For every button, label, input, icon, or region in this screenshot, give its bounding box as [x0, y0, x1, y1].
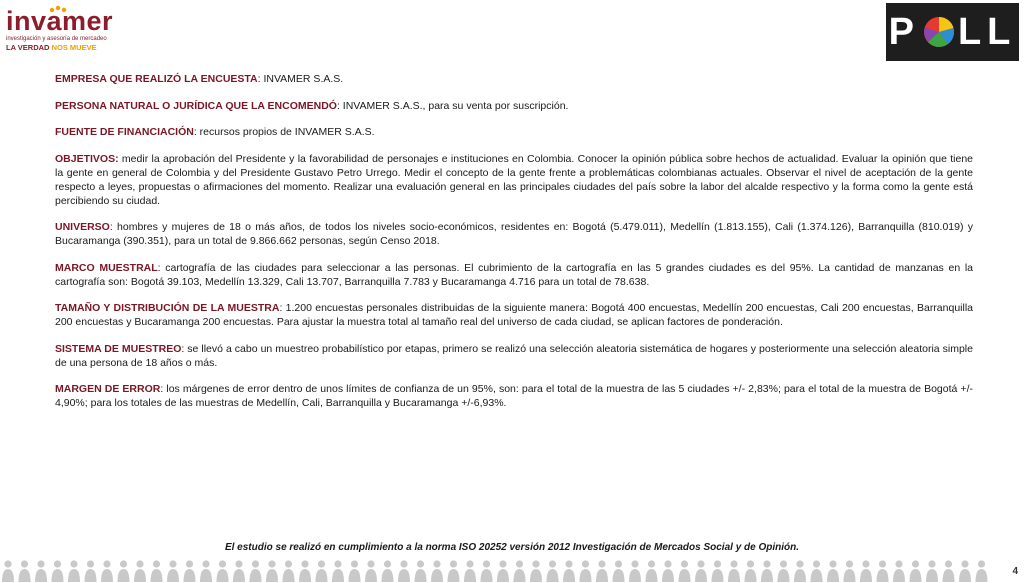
- person-icon: [910, 560, 922, 582]
- section-label: PERSONA NATURAL O JURÍDICA QUE LA ENCOMENDÓ: [55, 99, 337, 112]
- people-strip: [0, 556, 1000, 583]
- person-icon: [563, 560, 575, 582]
- section-text: medir la aprobación del Presidente y la favorabilidad de personajes e instituciones en Colombia. Conocer la opinión pública sobre hechos de actualidad. Evaluar la opinión que tiene la gente en general de Colombia y del Presidente Gustavo Petro Urrego. Medir el concepto de la gente frente a problemáticas colombianas actuales. Observar el nivel de aceptación de la gente respecto a leyes, propuestas o afirmaciones del momento. Realizar una evaluación general en las principales ciudades del país sobre la labor del alcalde respectivo y la forma como la gente está percibiendo su ciudad.: [55, 152, 973, 207]
- person-icon: [662, 560, 674, 582]
- section-objetivos: [55, 152, 973, 208]
- person-icon: [679, 560, 691, 582]
- person-icon: [629, 560, 641, 582]
- person-icon: [2, 560, 14, 582]
- person-icon: [118, 560, 130, 582]
- section-text: : recursos propios de INVAMER S.A.S.: [193, 126, 375, 138]
- person-icon: [101, 560, 113, 582]
- person-icon: [299, 560, 311, 582]
- person-icon: [481, 560, 493, 582]
- section-label: EMPRESA QUE REALIZÓ LA ENCUESTA: [55, 73, 258, 85]
- poll-logo-text-left: P: [888, 10, 920, 53]
- person-icon: [167, 560, 179, 582]
- section-label: MARCO MUESTRAL: [55, 261, 158, 274]
- person-icon: [35, 560, 47, 582]
- person-icon: [250, 560, 262, 582]
- section-label: SISTEMA DE MUESTREO: [55, 342, 182, 355]
- person-icon: [184, 560, 196, 582]
- person-icon: [827, 560, 839, 582]
- person-icon: [613, 560, 625, 582]
- section-margen-error: [55, 382, 973, 410]
- section-text: : INVAMER S.A.S., para su venta por suscripción.: [336, 99, 569, 112]
- person-icon: [415, 560, 427, 582]
- person-icon: [497, 560, 509, 582]
- person-icon: [448, 560, 460, 582]
- page-number: 4: [1012, 566, 1018, 577]
- person-icon: [514, 560, 526, 582]
- person-icon: [893, 560, 905, 582]
- person-icon: [976, 560, 988, 582]
- person-icon: [860, 560, 872, 582]
- section-text: : INVAMER S.A.S.: [257, 73, 344, 85]
- person-icon: [332, 560, 344, 582]
- footer-note: El estudio se realizó en cumplimiento a la norma ISO 20252 versión 2012 Investigación de Mercados Social y de Opinión.: [224, 542, 800, 553]
- person-icon: [233, 560, 245, 582]
- person-icon: [283, 560, 295, 582]
- person-icon: [580, 560, 592, 582]
- section-sistema-muestreo: [55, 342, 973, 370]
- section-text: : hombres y mujeres de 18 o más años, de todos los niveles socio-económicos, residentes en: Bogotá (5.479.011), Medellín (1.813.155), Cali (1.374.126), Barranquilla (810.019) y Bucaramanga (390.351), para un total de 9.866.662 personas, según Censo 2018.: [55, 221, 973, 247]
- person-icon: [52, 560, 64, 582]
- person-icon: [596, 560, 608, 582]
- section-label: TAMAÑO Y DISTRIBUCIÓN DE LA MUESTRA: [55, 302, 280, 314]
- person-icon: [959, 560, 971, 582]
- person-icon: [811, 560, 823, 582]
- section-financiacion: [55, 125, 973, 139]
- person-icon: [844, 560, 856, 582]
- section-empresa: [55, 72, 973, 86]
- person-icon: [19, 560, 31, 582]
- section-universo: [55, 220, 973, 248]
- person-icon: [431, 560, 443, 582]
- person-icon: [365, 560, 377, 582]
- person-icon: [85, 560, 97, 582]
- person-icon: [200, 560, 212, 582]
- content: [55, 72, 973, 423]
- section-label: FUENTE DE FINANCIACIÓN: [55, 126, 194, 138]
- person-icon: [761, 560, 773, 582]
- invamer-logo: [6, 8, 116, 56]
- logo-tagline: investigación y asesoría de mercadeo: [6, 36, 107, 42]
- person-icon: [695, 560, 707, 582]
- section-label: OBJETIVOS:: [55, 152, 119, 165]
- section-text: : los márgenes de error dentro de unos límites de confianza de un 95%, son: para el total de la muestra de las 5 ciudades +/- 2,83%; para el total de la muestra de Bogotá +/- 4,90%; para los totales de las muestras de Medellín, Cali, Barranquilla y Bucaramanga +/-6,93%.: [55, 383, 973, 409]
- person-icon: [926, 560, 938, 582]
- logo-slogan-part-a: LA VERDAD: [6, 43, 52, 52]
- section-text: : 1.200 encuestas personales distribuidas de la siguiente manera: Bogotá 400 encuestas, Medellín 200 encuestas, Cali 200 encuestas, Barranquilla 200 encuestas y Bucaramanga 200 encuestas. Para ajustar la muestra total al tamaño real del universo de cada ciudad, se aplican factores de ponderación.: [55, 302, 974, 328]
- person-icon: [134, 560, 146, 582]
- person-icon: [877, 560, 889, 582]
- logo-name: invamer: [6, 6, 114, 36]
- section-text: : se llevó a cabo un muestreo probabilístico por etapas, primero se realizó una selección aleatoria sistemática de hogares y posteriormente una selección aleatoria simple de una persona de 18 años o más.: [55, 342, 973, 369]
- poll-logo-text-right: LL: [957, 10, 1017, 53]
- person-icon: [464, 560, 476, 582]
- section-tamano-muestra: [55, 301, 973, 329]
- person-icon: [382, 560, 394, 582]
- person-icon: [530, 560, 542, 582]
- section-label: MARGEN DE ERROR: [55, 383, 161, 395]
- section-marco-muestral: [55, 261, 973, 289]
- person-icon: [217, 560, 229, 582]
- person-icon: [316, 560, 328, 582]
- person-icon: [794, 560, 806, 582]
- person-icon: [547, 560, 559, 582]
- poll-logo: [886, 3, 1019, 61]
- pie-chart-icon: [922, 15, 956, 49]
- person-icon: [778, 560, 790, 582]
- section-persona: [55, 99, 973, 113]
- person-icon: [943, 560, 955, 582]
- person-icon: [398, 560, 410, 582]
- section-label: UNIVERSO: [55, 221, 110, 233]
- person-icon: [68, 560, 80, 582]
- person-icon: [745, 560, 757, 582]
- person-icon: [151, 560, 163, 582]
- logo-slogan-part-b: NOS MUEVE: [51, 43, 97, 52]
- person-icon: [266, 560, 278, 582]
- person-icon: [349, 560, 361, 582]
- person-icon: [646, 560, 658, 582]
- person-icon: [728, 560, 740, 582]
- person-icon: [712, 560, 724, 582]
- logo-slogan: [6, 43, 116, 52]
- section-text: : cartografía de las ciudades para seleccionar a las personas. El cubrimiento de la cartografía en las 5 grandes ciudades es del 95%. La cantidad de manzanas en la cartografía son: Bogotá 39.103, Medellín 13.329, Cali 13.707, Barranquilla 7.783 y Bucaramanga 4.716 para un total de 78.638.: [55, 261, 973, 288]
